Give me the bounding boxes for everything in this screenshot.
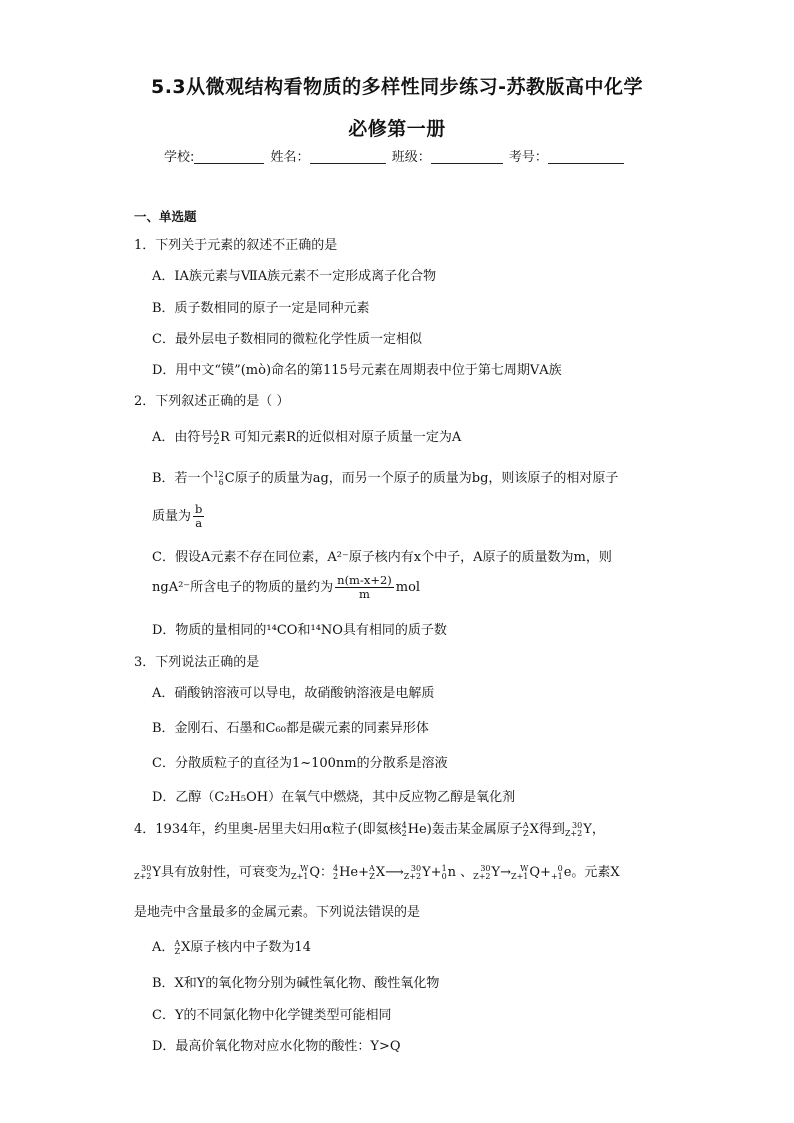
q2-b-denominator: a xyxy=(195,516,203,530)
q4-x: X xyxy=(529,822,539,837)
q4-y3-isotope xyxy=(404,865,421,881)
q4-he-isotope xyxy=(402,822,407,838)
q2-b-numerator: b xyxy=(195,502,203,516)
q2-option-d: D．物质的量相同的¹⁴CO和¹⁴NO具有相同的质子数 xyxy=(152,623,447,638)
q4-he2-isotope xyxy=(333,865,338,881)
q4-y2-sup: 30 xyxy=(141,863,152,873)
q4-x-sub: Z xyxy=(523,828,529,838)
q4-y-isotope xyxy=(565,822,582,838)
q2-option-c: C．假设A元素不存在同位素，A²⁻原子核内有x个中子，A原子的质量数为m，则 xyxy=(152,550,612,565)
q3-stem: 3．下列说法正确的是 xyxy=(134,655,260,670)
title-line-1: 5.3从微观结构看物质的多样性同步练习-苏教版高中化学 xyxy=(150,76,644,98)
q2-option-c-cont xyxy=(152,574,420,601)
q3-option-a: A．硝酸钠溶液可以导电，故硝酸钠溶液是电解质 xyxy=(152,686,435,701)
student-info-row xyxy=(164,146,626,165)
q4-y4-isotope xyxy=(473,865,490,881)
q2-a-sup: A xyxy=(213,428,220,438)
school-label: 学校: xyxy=(164,150,195,165)
q2-b-fraction xyxy=(193,503,204,530)
q2-b-prefix: B．若一个 xyxy=(152,471,214,486)
q4-option-c: C．Y的不同氯化物中化学键类型可能相同 xyxy=(152,1008,392,1023)
class-label: 班级： xyxy=(391,150,431,165)
q4-l2-d: X xyxy=(375,865,386,880)
q3-option-b: B．金刚石、石墨和C₆₀都是碳元素的同素异形体 xyxy=(152,721,429,736)
q4-q: Q xyxy=(309,865,320,880)
q4-a-suffix: X原子核内中子数为14 xyxy=(181,940,311,955)
q2-c-prefix: ngA²⁻所含电子的物质的量约为 xyxy=(152,580,334,595)
q4-l2-g: Y→ xyxy=(491,865,512,880)
q2-c-numerator: n(m-x+2) xyxy=(337,573,392,587)
q4-l2-h: Q+ xyxy=(529,865,551,880)
q2-option-a xyxy=(152,426,461,446)
q4-n-isotope xyxy=(442,865,447,881)
q4-x2-sub: Z xyxy=(369,871,375,881)
q4-he: He xyxy=(407,822,427,837)
q4-q2-sub: Z+1 xyxy=(511,871,529,881)
q2-b-sub: 6 xyxy=(218,477,224,487)
q4-y: Y xyxy=(583,822,592,837)
q4-he-sup: 4 xyxy=(401,820,407,830)
name-label: 姓名： xyxy=(270,150,310,165)
q4-y-sub: Z+2 xyxy=(564,828,583,838)
q4-option-b: B．X和Y的氧化物分别为碱性氧化物、酸性氧化物 xyxy=(152,976,440,991)
q4-a-sub: Z xyxy=(174,946,181,956)
q4-q-sup: W xyxy=(300,863,309,873)
q4-n-sup: 1 xyxy=(441,863,447,873)
q4-a-sup: A xyxy=(174,938,181,948)
q4-x-sup: A xyxy=(522,820,529,830)
q4-n-sub: 0 xyxy=(441,871,447,881)
class-field[interactable] xyxy=(431,149,503,164)
q2-b-suffix: C原子的质量为ag，而另一个原子的质量为bg，则该原子的相对原子 xyxy=(224,471,619,486)
q4-option-a xyxy=(152,936,311,956)
q4-q-sub: Z+1 xyxy=(290,871,309,881)
q4-q-isotope xyxy=(291,865,308,881)
q2-c-denominator: m xyxy=(359,587,370,601)
q4-l2-b: ： xyxy=(319,865,333,880)
name-field[interactable] xyxy=(310,149,386,164)
number-label: 考号： xyxy=(508,150,548,165)
q4-l1-mid: )轰击某金属原子 xyxy=(426,822,523,837)
number-field[interactable] xyxy=(548,149,624,164)
q4-y4-sub: Z+2 xyxy=(473,871,491,881)
q4-line-2 xyxy=(134,861,620,881)
q4-q2-sup: W xyxy=(520,863,529,873)
q4-e-sub: +1 xyxy=(550,871,563,881)
q1-option-a: A．ⅠA族元素与ⅦA族元素不一定形成离子化合物 xyxy=(152,269,437,284)
q2-a-prefix: A．由符号 xyxy=(152,430,214,445)
q4-y2-isotope xyxy=(134,865,151,881)
section-heading: 一、单选题 xyxy=(134,209,197,224)
q4-a-isotope xyxy=(174,940,180,956)
q2-option-b xyxy=(152,467,618,487)
q4-y3-sub: Z+2 xyxy=(403,871,422,881)
q3-option-d: D．乙醇（C₂H₅OH）在氧气中燃烧，其中反应物乙醇是氧化剂 xyxy=(152,790,516,805)
q4-he-sub: 2 xyxy=(401,828,407,838)
q4-x2-isotope xyxy=(369,865,375,881)
q1-option-d: D．用中文“镆”(mò)命名的第115号元素在周期表中位于第七周期ⅤA族 xyxy=(152,363,562,378)
q4-x-isotope xyxy=(523,822,529,838)
q4-l2-e: Y+ xyxy=(422,865,442,880)
q2-option-b-cont xyxy=(152,503,206,530)
q4-y2-sub: Z+2 xyxy=(134,871,152,881)
q4-l1-end: ， xyxy=(591,822,605,837)
q2-c-fraction xyxy=(335,574,394,601)
q2-stem: 2．下列叙述正确的是（ ） xyxy=(134,394,290,409)
q1-stem: 1．下列关于元素的叙述不正确的是 xyxy=(134,238,338,253)
q4-l2-f: n 、 xyxy=(447,865,474,880)
q4-y-sup: 30 xyxy=(572,820,583,830)
q2-c-suffix: mol xyxy=(395,580,421,595)
q4-option-d: D．最高价氧化物对应水化物的酸性：Y>Q xyxy=(152,1039,401,1054)
q4-he2-sup: 4 xyxy=(333,863,339,873)
q1-option-b: B．质子数相同的原子一定是同种元素 xyxy=(152,301,370,316)
q1-option-c: C．最外层电子数相同的微粒化学性质一定相似 xyxy=(152,332,422,347)
q4-l2-c: He+ xyxy=(339,865,370,880)
school-field[interactable] xyxy=(194,149,264,164)
title-line-2: 必修第一册 xyxy=(348,118,446,140)
q2-a-sub: Z xyxy=(213,436,220,446)
q4-y4-sup: 30 xyxy=(480,863,491,873)
q4-l1-mid2: 得到 xyxy=(538,822,565,837)
q2-b-sup: 12 xyxy=(213,469,224,479)
q4-e-sup: 0 xyxy=(557,863,563,873)
q4-line-3: 是地壳中含量最多的金属元素。下列说法错误的是 xyxy=(134,905,421,920)
q4-l2-a: Y具有放射性，可衰变为 xyxy=(152,865,291,880)
q4-a-prefix: A． xyxy=(152,940,175,955)
q2-a-isotope xyxy=(213,430,219,446)
q4-q2-isotope xyxy=(511,865,528,881)
q3-option-c: C．分散质粒子的直径为1~100nm的分散系是溶液 xyxy=(152,756,448,771)
reaction-arrow-icon: ⟶ xyxy=(385,865,404,880)
q2-b-isotope xyxy=(214,471,224,487)
q4-y3-sup: 30 xyxy=(410,863,422,873)
q4-he2-sub: 2 xyxy=(333,871,339,881)
q4-x2-sup: A xyxy=(369,863,375,873)
q4-l2-i: e。元素X xyxy=(563,865,620,880)
q2-a-suffix: R 可知元素R的近似相对原子质量一定为A xyxy=(220,430,462,445)
q4-l1-pre: 4．1934年，约里奥-居里夫妇用α粒子(即氦核 xyxy=(134,822,402,837)
q4-line-1 xyxy=(134,818,605,838)
q2-b-cont-text: 质量为 xyxy=(152,509,192,524)
q4-e-isotope xyxy=(551,865,563,881)
